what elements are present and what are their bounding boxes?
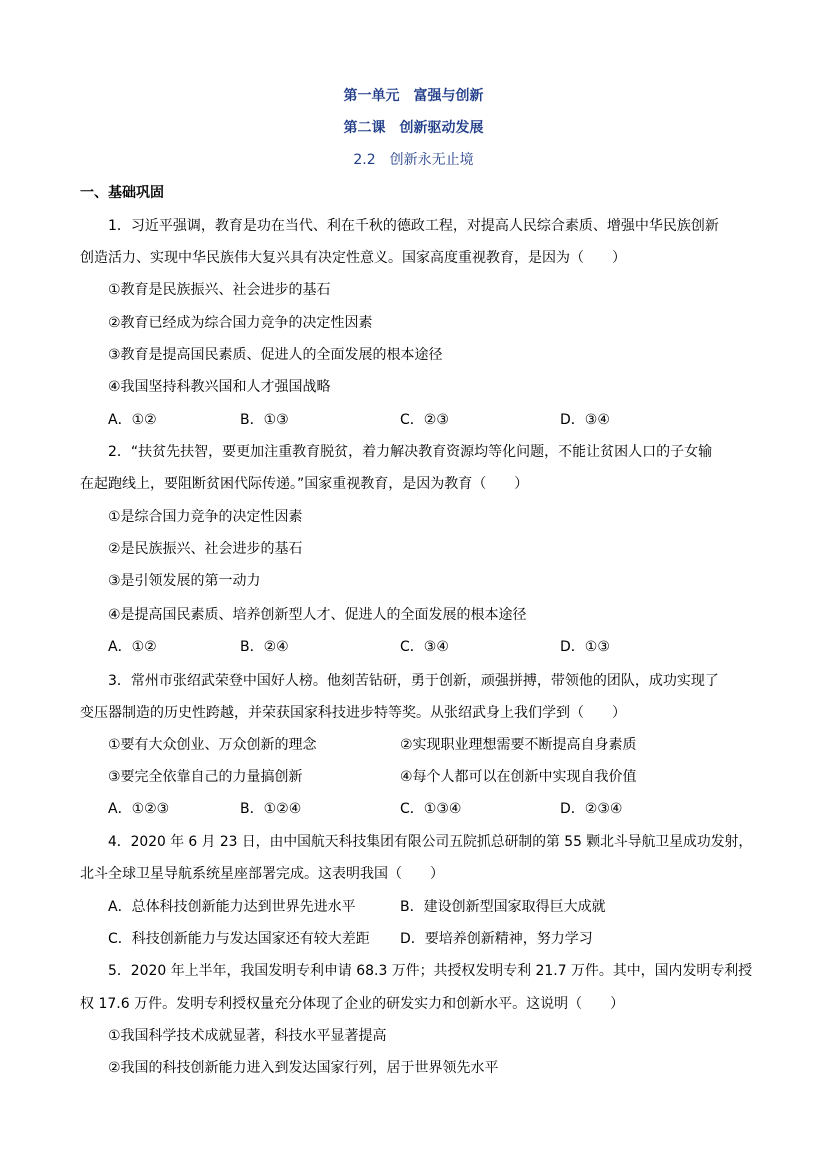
q2-item-2: ②是民族振兴、社会进步的基石 [108, 541, 303, 557]
q3-item-1: ①要有大众创业、万众创新的理念 [108, 737, 317, 753]
q1-item-4: ④我国坚持科教兴国和人才强国战略 [108, 379, 331, 395]
q2-option-d: D．①③ [560, 639, 610, 655]
q3-option-d: D．②③④ [560, 801, 623, 817]
q5-stem-line-2: 权 17.6 万件。发明专利授权量充分体现了企业的研发实力和创新水平。这说明（ ） [80, 996, 625, 1012]
q1-item-2: ②教育已经成为综合国力竞争的决定性因素 [108, 315, 373, 331]
q4-option-d: D．要培养创新精神，努力学习 [400, 931, 593, 947]
part-heading: 一、基础巩固 [80, 185, 164, 201]
q1-item-1: ①教育是民族振兴、社会进步的基石 [108, 282, 331, 298]
q3-item-3: ③要完全依靠自己的力量搞创新 [108, 769, 303, 785]
q1-option-d: D．③④ [560, 412, 610, 428]
unit-title [0, 87, 827, 105]
q3-stem-line-1: 3．常州市张绍武荣登中国好人榜。他刻苦钻研，勇于创新，顽强拼搏，带领他的团队，成功实现了 [108, 673, 719, 689]
q2-option-b: B．②④ [240, 639, 289, 655]
q3-stem-line-2: 变压器制造的历史性跨越，并荣获国家科技进步特等奖。从张绍武身上我们学到（ ） [80, 705, 626, 721]
q3-item-2: ②实现职业理想需要不断提高自身素质 [400, 737, 637, 753]
section-number: 2.2 [353, 152, 376, 168]
q5-item-2: ②我国的科技创新能力进入到发达国家行列，居于世界领先水平 [108, 1060, 499, 1076]
q2-stem-line-1: 2．“扶贫先扶智，要更加注重教育脱贫，着力解决教育资源均等化问题，不能让贫困人口的子女输 [108, 444, 713, 460]
section-name: 创新永无止境 [389, 152, 474, 168]
lesson-number: 第二课 [343, 120, 386, 136]
q1-stem-line-1: 1．习近平强调，教育是功在当代、利在千秋的德政工程，对提高人民综合素质、增强中华民族创新 [108, 218, 719, 234]
unit-number: 第一单元 [343, 88, 400, 104]
q1-item-3: ③教育是提高国民素质、促进人的全面发展的根本途径 [108, 347, 443, 363]
lesson-title [0, 119, 827, 137]
q4-stem-line-1: 4．2020 年 6 月 23 日，由中国航天科技集团有限公司五院抓总研制的第 55 颗北斗导航卫星成功发射， [108, 834, 753, 850]
q2-item-4: ④是提高国民素质、培养创新型人才、促进人的全面发展的根本途径 [108, 607, 527, 623]
lesson-name: 创新驱动发展 [399, 120, 484, 136]
q3-option-c: C．①③④ [400, 801, 462, 817]
q5-item-1: ①我国科学技术成就显著，科技水平显著提高 [108, 1028, 387, 1044]
q3-item-4: ④每个人都可以在创新中实现自我价值 [400, 769, 637, 785]
q5-stem-line-1: 5．2020 年上半年，我国发明专利申请 68.3 万件；共授权发明专利 21.7 万件。其中，国内发明专利授 [108, 963, 753, 979]
q3-option-a: A．①②③ [108, 801, 170, 817]
q4-stem-line-2: 北斗全球卫星导航系统星座部署完成。这表明我国（ ） [80, 866, 444, 882]
q2-item-1: ①是综合国力竞争的决定性因素 [108, 509, 303, 525]
q4-option-b: B．建设创新型国家取得巨大成就 [400, 899, 606, 915]
q4-option-c: C．科技创新能力与发达国家还有较大差距 [108, 931, 370, 947]
q1-stem-line-2: 创造活力、实现中华民族伟大复兴具有决定性意义。国家高度重视教育，是因为（ ） [80, 250, 626, 266]
q1-option-b: B．①③ [240, 412, 289, 428]
section-title [0, 151, 827, 169]
q2-option-a: A．①② [108, 639, 157, 655]
q2-stem-line-2: 在起跑线上，要阻断贫困代际传递。”国家重视教育，是因为教育（ ） [80, 476, 529, 492]
q2-option-c: C．③④ [400, 639, 449, 655]
unit-name: 富强与创新 [413, 88, 484, 104]
q2-item-3: ③是引领发展的第一动力 [108, 573, 261, 589]
q4-option-a: A．总体科技创新能力达到世界先进水平 [108, 899, 356, 915]
q3-option-b: B．①②④ [240, 801, 302, 817]
q1-option-a: A．①② [108, 412, 157, 428]
q1-option-c: C．②③ [400, 412, 449, 428]
